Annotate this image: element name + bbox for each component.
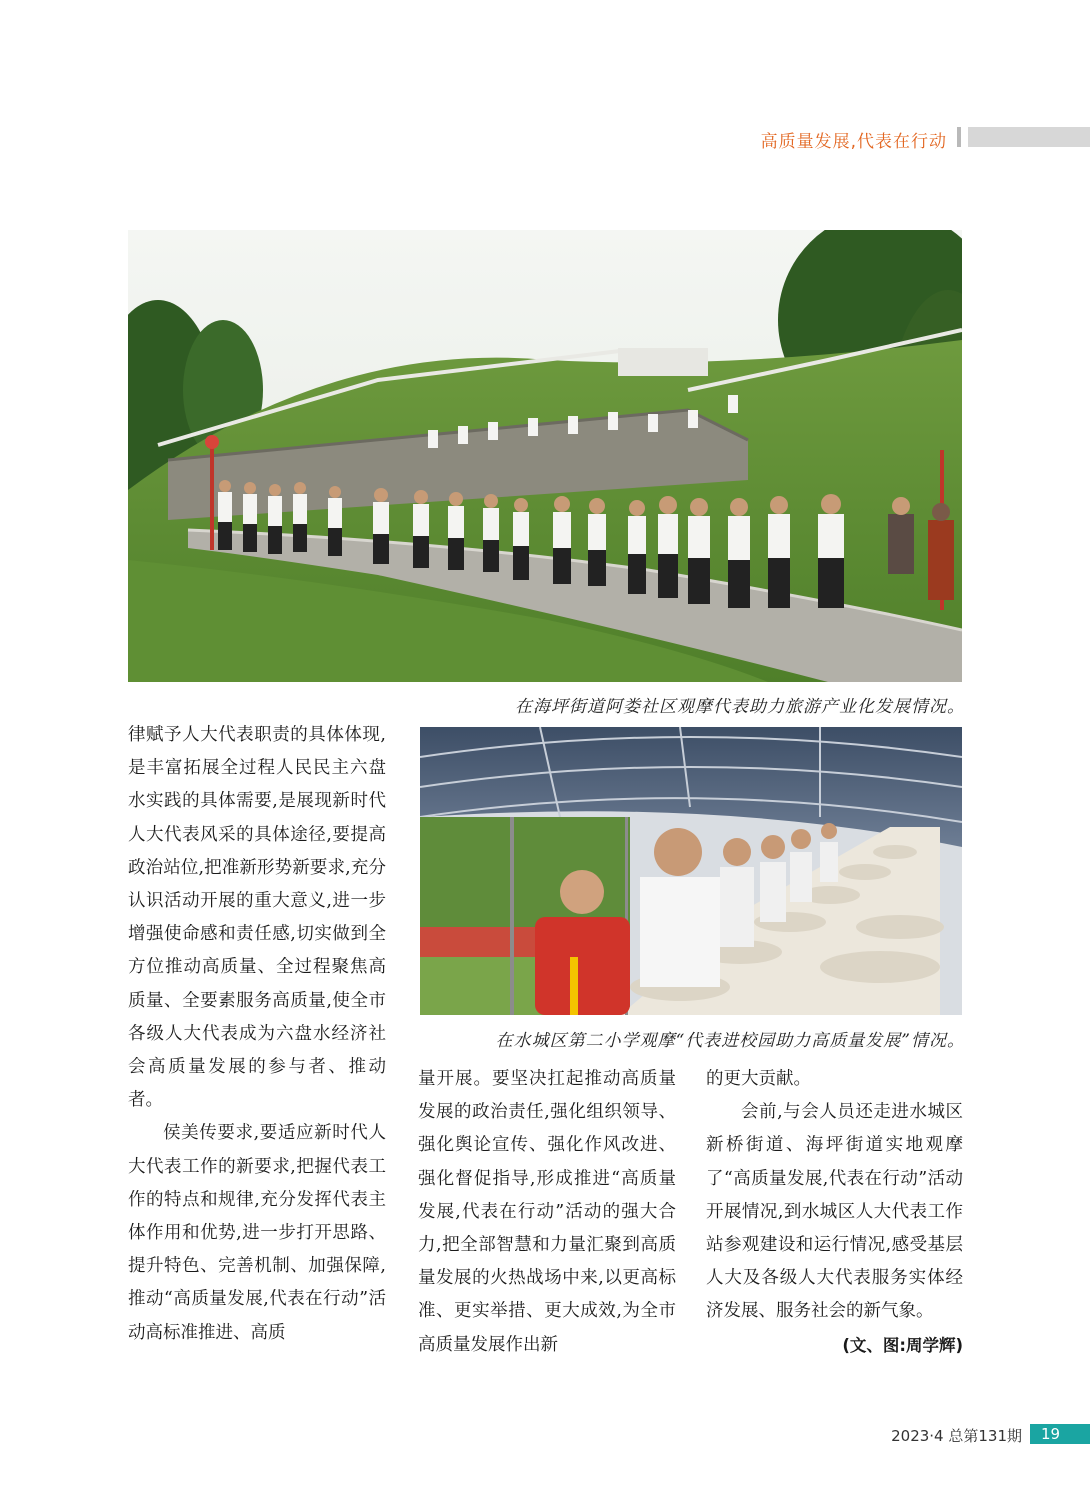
section-title: 高质量发展,代表在行动 xyxy=(760,132,947,152)
author-credit: (文、图:周学辉) xyxy=(842,1335,963,1355)
article-column-1 xyxy=(128,719,386,1350)
article-column-2 xyxy=(418,1063,676,1362)
article-column-3 xyxy=(706,1063,963,1362)
header-gray-bar xyxy=(968,127,1090,147)
photo-caption-2: 在水城区第二小学观摩“代表进校园助力高质量发展”情况。 xyxy=(495,1031,965,1051)
header-divider xyxy=(957,127,961,147)
paragraph: 量开展。要坚决扛起推动高质量发展的政治责任,强化组织领导、强化舆论宣传、强化作风改进、强化督促指导,形成推进“高质量发展,代表在行动”活动的强大合力,把全部智慧和力量汇聚到高质量发展的火热战场中来,以更高标准、更实举措、更大成效,为全市高质量发展作出新 xyxy=(418,1069,676,1355)
paragraph xyxy=(706,1096,963,1355)
issue-info: 2023·4 总第131期 xyxy=(891,1427,1022,1445)
photo-caption-1: 在海坪街道阿娄社区观摩代表助力旅游产业化发展情况。 xyxy=(515,697,965,717)
photo-greenhouse-visit xyxy=(420,727,962,1015)
paragraph: 侯美传要求,要适应新时代人大代表工作的新要求,把握代表工作的特点和规律,充分发挥代表主体作用和优势,进一步打开思路、提升特色、完善机制、加强保障,推动“高质量发展,代表在行动”活动高标准推进、高质 xyxy=(128,1123,386,1343)
page-number: 19 xyxy=(1030,1424,1090,1444)
paragraph: 律赋予人大代表职责的具体体现,是丰富拓展全过程人民民主六盘水实践的具体需要,是展现新时代人大代表风采的具体途径,要提高政治站位,把准新形势新要求,充分认识活动开展的重大意义,进一步增强使命感和责任感,切实做到全方位推动高质量、全过程聚焦高质量、全要素服务高质量,使全市各级人大代表成为六盘水经济社会高质量发展的参与者、推动者。 xyxy=(128,725,386,1111)
photo-hillside-walkway xyxy=(128,230,962,682)
paragraph-text: 会前,与会人员还走进水城区新桥街道、海坪街道实地观摩了“高质量发展,代表在行动”活动开展情况,到水城区人大代表工作站参观建设和运行情况,感受基层人大及各级人大代表服务实体经济发展、服务社会的新气象。 xyxy=(706,1102,963,1322)
paragraph: 的更大贡献。 xyxy=(706,1069,811,1089)
